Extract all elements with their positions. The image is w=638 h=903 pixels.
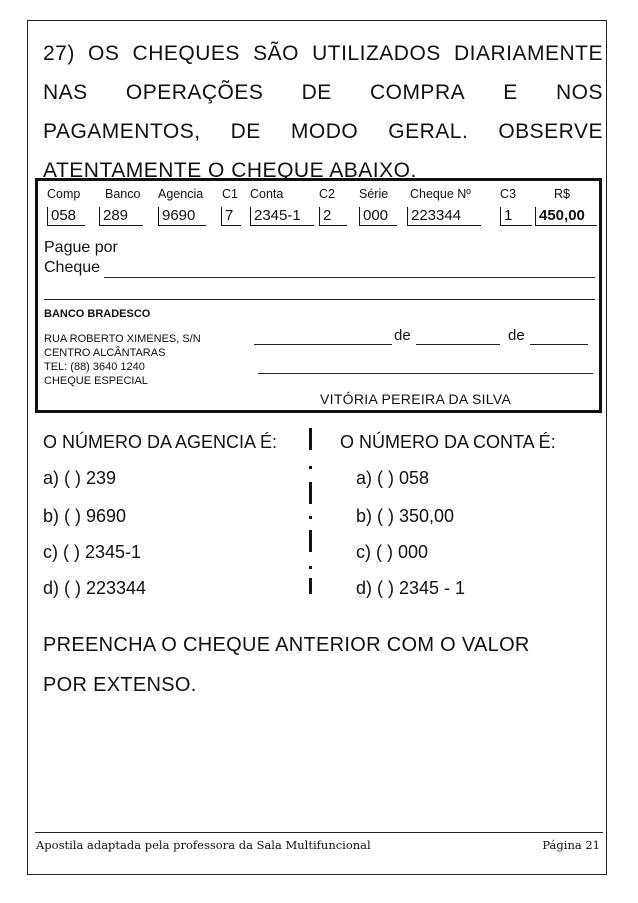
account-option-c[interactable]: c) ( ) 000 (356, 542, 429, 562)
column-divider (309, 530, 312, 552)
footer-rule (35, 832, 603, 833)
question-word: 27) (43, 42, 75, 65)
cheque-field-serie[interactable]: 000 (359, 207, 397, 226)
cheque-field-valor[interactable]: 450,00 (535, 207, 597, 226)
signature-line[interactable] (258, 357, 593, 374)
cheque-header-comp: Comp (47, 187, 81, 201)
question-word: ATENTAMENTE O CHEQUE ABAIXO. (43, 159, 417, 182)
cheque-field-c3[interactable]: 1 (500, 207, 532, 226)
column-divider (309, 428, 312, 450)
cheque-field-comp[interactable]: 058 (47, 207, 85, 226)
question-word: NOS (555, 81, 603, 104)
amount-in-words-line-1[interactable] (104, 259, 595, 278)
task-line-2: POR EXTENSO. (43, 674, 197, 696)
question-word: GERAL. (388, 120, 469, 143)
agency-option-c[interactable]: c) ( ) 2345-1 (43, 542, 142, 562)
cheque-header-c3: C3 (500, 187, 516, 201)
agency-option-b[interactable]: b) ( ) 9690 (43, 506, 127, 526)
question-word: NAS (43, 81, 88, 104)
question-line-3 (43, 112, 603, 151)
cheque-field-banco[interactable]: 289 (99, 207, 143, 226)
question-word: SÃO (253, 42, 299, 65)
agency-option-a[interactable]: a) ( ) 239 (43, 468, 117, 488)
column-divider-dot (309, 516, 312, 519)
footer-text: Apostila adaptada pela professora da Sala Multifuncional (36, 838, 371, 852)
question-word: PAGAMENTOS, (43, 120, 201, 143)
bank-name: BANCO BRADESCO (44, 308, 151, 320)
date-de-2: de (508, 327, 525, 344)
account-option-a[interactable]: a) ( ) 058 (356, 468, 430, 488)
question-word: OPERAÇÕES (125, 81, 264, 104)
question-word: OS (88, 42, 120, 65)
agency-option-d[interactable]: d) ( ) 223344 (43, 578, 147, 598)
cheque-field-agencia[interactable]: 9690 (158, 207, 206, 226)
date-city-field[interactable] (254, 328, 392, 345)
account-question: O NÚMERO DA CONTA É: (340, 432, 556, 452)
cheque-header-valor: R$ (554, 187, 570, 201)
column-divider (309, 578, 312, 594)
column-divider-dot (309, 566, 312, 569)
cheque-header-c1: C1 (222, 187, 238, 201)
cheque-field-c1[interactable]: 7 (221, 207, 241, 226)
question-word: DIARIAMENTE (453, 42, 603, 65)
bank-address-line-1: RUA ROBERTO XIMENES, S/N (44, 333, 201, 345)
question-word: COMPRA (369, 81, 466, 104)
question-word: UTILIZADOS (312, 42, 441, 65)
date-de-1: de (394, 327, 411, 344)
question-word: OBSERVE (498, 120, 603, 143)
task-instruction (43, 625, 530, 705)
account-holder-name: VITÓRIA PEREIRA DA SILVA (320, 391, 512, 407)
cheque-field-cheque-no[interactable]: 223344 (407, 207, 481, 226)
question-word: E (503, 81, 518, 104)
cheque-header-banco: Banco (105, 187, 141, 201)
pague-por-label: Pague por (44, 239, 118, 256)
question-line-1 (43, 34, 603, 73)
question-title (43, 34, 603, 190)
cheque-header-cheque-no: Cheque Nº (410, 187, 471, 201)
column-divider (309, 482, 312, 504)
page-number: Página 21 (542, 838, 600, 852)
bank-phone: TEL: (88) 3640 1240 (44, 361, 145, 373)
amount-in-words-line-2[interactable] (44, 281, 595, 300)
bank-address-line-2: CENTRO ALCÂNTARAS (44, 347, 166, 359)
cheque-word-label: Cheque (44, 259, 101, 276)
question-word: CHEQUES (132, 42, 240, 65)
date-month-field[interactable] (416, 328, 500, 345)
agency-question: O NÚMERO DA AGENCIA É: (43, 432, 278, 452)
cheque-header-c2: C2 (319, 187, 335, 201)
cheque-header-agencia: Agencia (158, 187, 204, 201)
cheque-header-conta: Conta (250, 187, 284, 201)
account-option-d[interactable]: d) ( ) 2345 - 1 (356, 578, 466, 598)
column-divider-dot (309, 466, 312, 469)
question-line-2 (43, 73, 603, 112)
cheque-field-conta[interactable]: 2345-1 (250, 207, 314, 226)
cheque-type: CHEQUE ESPECIAL (44, 375, 148, 387)
question-word: DE (230, 120, 261, 143)
account-option-b[interactable]: b) ( ) 350,00 (356, 506, 455, 526)
cheque (35, 178, 602, 413)
cheque-field-c2[interactable]: 2 (319, 207, 347, 226)
question-word: MODO (290, 120, 359, 143)
date-year-field[interactable] (530, 328, 588, 345)
question-word: DE (301, 81, 332, 104)
cheque-header-serie: Série (359, 187, 389, 201)
task-line-1: PREENCHA O CHEQUE ANTERIOR COM O VALOR (43, 634, 530, 656)
